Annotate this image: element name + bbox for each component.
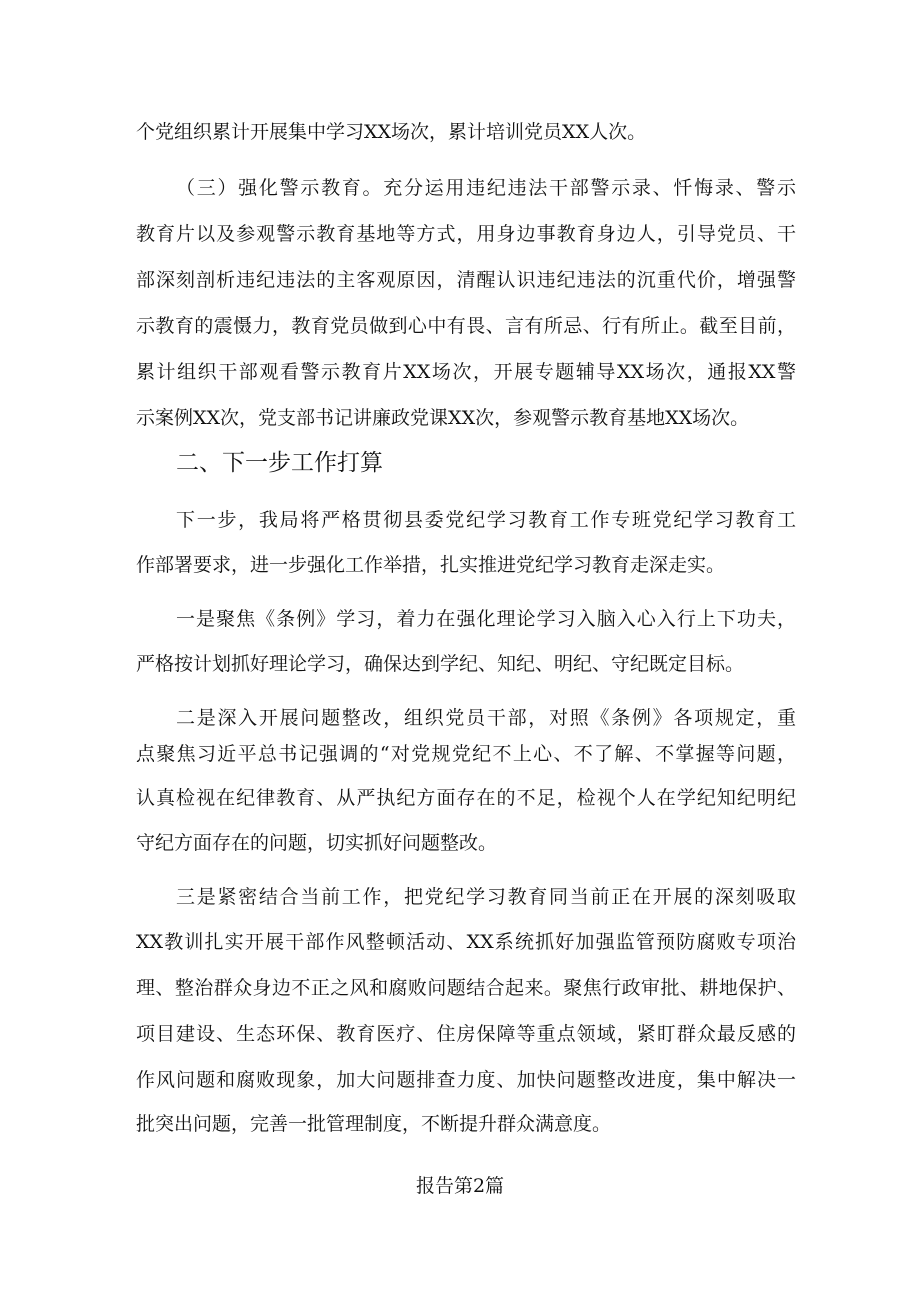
text-line: 个党组织累计开展集中学习XX场次，累计培训党员XX人次。 (136, 121, 647, 143)
text-line: 示教育的震慑力，教育党员做到心中有畏、言有所忌、行有所止。截至目前， (136, 315, 796, 337)
text-line: 教育片以及参观警示教育基地等方式，用身边事教育身边人，引导党员、干 (136, 223, 796, 245)
section-heading: 二、下一步工作打算 (176, 450, 383, 476)
text-line: 严格按计划抓好理论学习，确保达到学纪、知纪、明纪、守纪既定目标。 (136, 653, 745, 675)
text-line: 一是聚焦《条例》学习，着力在强化理论学习入脑入心入行上下功夫， (176, 608, 796, 630)
text-line: 三是紧密结合当前工作，把党纪学习教育同当前正在开展的深刻吸取 (176, 886, 796, 908)
text-line: 认真检视在纪律教育、从严执纪方面存在的不足，检视个人在学纪知纪明纪 (136, 787, 796, 809)
report-part-label: 报告第2篇 (415, 1175, 505, 1197)
text-line: 批突出问题，完善一批管理制度，不断提升群众满意度。 (136, 1113, 612, 1135)
text-line: 部深刻剖析违纪违法的主客观原因，清醒认识违纪违法的沉重代价，增强警 (136, 269, 796, 291)
text-line: 作部署要求，进一步强化工作举措，扎实推进党纪学习教育走深走实。 (136, 554, 726, 576)
text-line: 理、整治群众身边不正之风和腐败问题结合起来。聚焦行政审批、耕地保护、 (136, 977, 796, 999)
text-line: 下一步，我局将严格贯彻县委党纪学习教育工作专班党纪学习教育工 (176, 509, 796, 531)
text-line: 点聚焦习近平总书记强调的“对党规党纪不上心、不了解、不掌握等问题， (136, 743, 796, 765)
text-line: （三）强化警示教育。充分运用违纪违法干部警示录、忏悔录、警示 (176, 177, 796, 199)
text-line: 累计组织干部观看警示教育片XX场次，开展专题辅导XX场次，通报XX警 (136, 361, 796, 383)
text-line: 项目建设、生态环保、教育医疗、住房保障等重点领域，紧盯群众最反感的 (136, 1023, 796, 1045)
text-line: XX教训扎实开展干部作风整顿活动、XX系统抓好加强监管预防腐败专项治 (136, 931, 796, 953)
text-line: 守纪方面存在的问题，切实抓好问题整改。 (136, 832, 498, 854)
text-line: 示案例XX次，党支部书记讲廉政党课XX次，参观警示教育基地XX场次。 (136, 407, 750, 429)
text-line: 二是深入开展问题整改，组织党员干部，对照《条例》各项规定，重 (176, 707, 796, 729)
text-line: 作风问题和腐败现象，加大问题排查力度、加快问题整改进度，集中解决一 (136, 1069, 796, 1091)
